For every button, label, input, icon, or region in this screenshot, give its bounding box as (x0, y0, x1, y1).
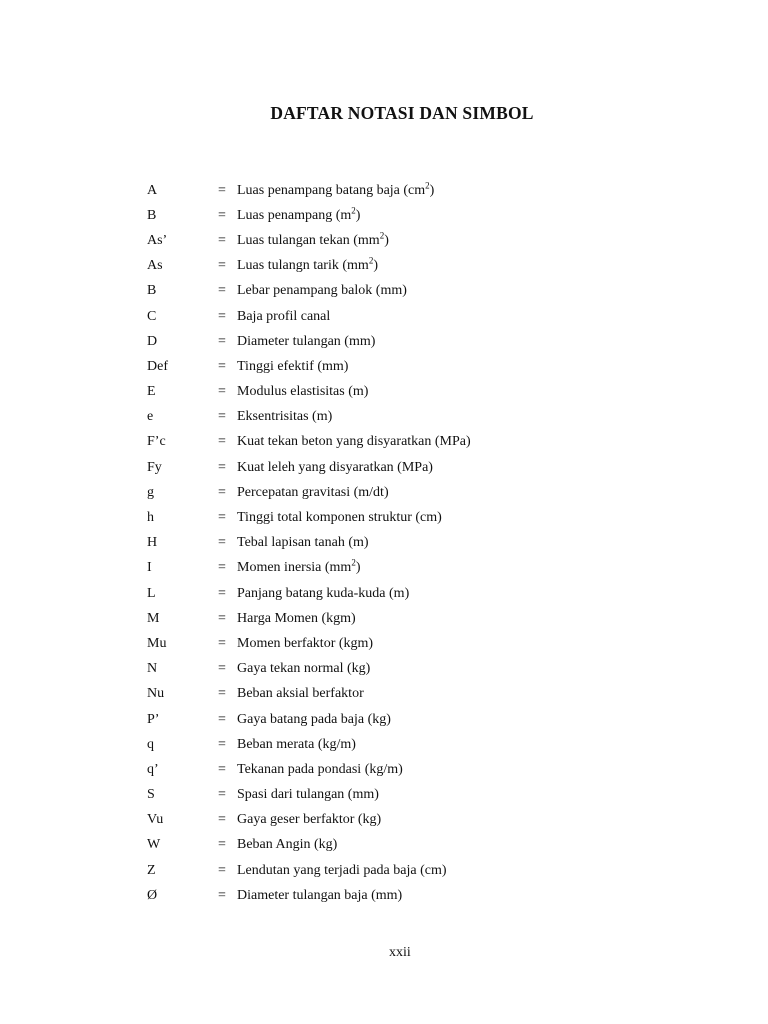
description-text: Gaya geser berfaktor (kg) (237, 812, 382, 828)
notation-symbol: q’ (147, 761, 159, 777)
notation-description (237, 205, 707, 224)
notation-row (147, 228, 707, 253)
notation-row (147, 329, 707, 354)
notation-row (147, 883, 707, 908)
equals-sign: = (218, 837, 226, 853)
unit-exponent: 2 (351, 205, 356, 216)
notation-description (237, 636, 707, 652)
notation-description (237, 460, 707, 476)
equals-sign: = (218, 862, 226, 878)
notation-symbol: Def (147, 358, 168, 374)
notation-symbol: g (147, 484, 154, 500)
description-text: Diameter tulangan (mm) (237, 333, 376, 349)
notation-symbol: N (147, 661, 158, 677)
notation-symbol: F’c (147, 434, 166, 450)
notation-list (147, 178, 707, 908)
equals-sign: = (218, 308, 226, 324)
equals-sign: = (218, 182, 226, 198)
notation-row (147, 304, 707, 329)
notation-symbol: As (147, 258, 163, 274)
notation-description (237, 888, 707, 904)
closing-parenthesis: ) (384, 232, 389, 248)
description-text: Tinggi total komponen struktur (cm) (237, 510, 442, 526)
notation-description (237, 557, 707, 576)
notation-description (237, 812, 707, 828)
notation-description (237, 837, 707, 853)
notation-row (147, 505, 707, 530)
equals-sign: = (218, 510, 226, 526)
notation-description (237, 737, 707, 753)
notation-row (147, 254, 707, 279)
notation-description (237, 485, 707, 501)
notation-row (147, 455, 707, 480)
notation-description (237, 586, 707, 602)
description-text: Lebar penampang balok (mm) (237, 283, 407, 299)
equals-sign: = (218, 585, 226, 601)
notation-symbol: Z (147, 862, 156, 878)
description-text: Harga Momen (kgm) (237, 610, 356, 626)
notation-symbol: q (147, 736, 154, 752)
description-text: Percepatan gravitasi (m/dt) (237, 484, 389, 500)
notation-row (147, 430, 707, 455)
notation-description (237, 762, 707, 778)
equals-sign: = (218, 258, 226, 274)
description-text: Panjang batang kuda-kuda (m) (237, 585, 410, 601)
equals-sign: = (218, 333, 226, 349)
description-text: Gaya batang pada baja (kg) (237, 711, 391, 727)
notation-description (237, 611, 707, 627)
description-text: Beban merata (kg/m) (237, 736, 356, 752)
unit-exponent: 2 (425, 179, 430, 190)
notation-description (237, 686, 707, 702)
notation-row (147, 606, 707, 631)
notation-description (237, 434, 707, 450)
equals-sign: = (218, 887, 226, 903)
equals-sign: = (218, 787, 226, 803)
description-text: Luas tulangn tarik (mm (237, 258, 369, 274)
description-text: Luas tulangan tekan (mm (237, 232, 380, 248)
notation-description (237, 230, 707, 249)
closing-parenthesis: ) (373, 258, 378, 274)
description-text: Luas penampang batang baja (cm (237, 182, 426, 198)
equals-sign: = (218, 283, 226, 299)
notation-symbol: A (147, 182, 158, 198)
notation-row (147, 808, 707, 833)
equals-sign: = (218, 358, 226, 374)
equals-sign: = (218, 535, 226, 551)
equals-sign: = (218, 384, 226, 400)
notation-symbol: I (147, 560, 152, 576)
equals-sign: = (218, 635, 226, 651)
equals-sign: = (218, 661, 226, 677)
equals-sign: = (218, 459, 226, 475)
notation-symbol: B (147, 207, 157, 223)
notation-description (237, 510, 707, 526)
notation-symbol: E (147, 384, 156, 400)
notation-symbol: C (147, 308, 157, 324)
closing-parenthesis: ) (429, 182, 435, 198)
description-text: Modulus elastisitas (m) (237, 384, 369, 400)
description-text: Lendutan yang terjadi pada baja (cm) (237, 862, 447, 878)
notation-description (237, 179, 707, 199)
notation-row (147, 279, 707, 304)
page-number: xxii (389, 945, 411, 960)
notation-description (237, 661, 707, 677)
notation-row (147, 380, 707, 405)
description-text: Momen berfaktor (kgm) (237, 635, 374, 651)
notation-row (147, 757, 707, 782)
notation-symbol: e (147, 409, 154, 425)
notation-description (237, 863, 707, 879)
notation-row (147, 354, 707, 379)
notation-row (147, 631, 707, 656)
closing-parenthesis: ) (355, 207, 361, 223)
notation-symbol: B (147, 283, 157, 299)
equals-sign: = (218, 484, 226, 500)
notation-symbol: D (147, 333, 158, 349)
notation-row (147, 657, 707, 682)
description-text: Tinggi efektif (mm) (237, 358, 349, 374)
notation-symbol: h (147, 510, 154, 526)
description-text: Tebal lapisan tanah (m) (237, 535, 369, 551)
notation-row (147, 833, 707, 858)
equals-sign: = (218, 232, 226, 248)
description-text: Baja profil canal (237, 308, 331, 324)
notation-row (147, 178, 707, 203)
notation-description (237, 255, 707, 274)
equals-sign: = (218, 560, 226, 576)
notation-symbol: P’ (147, 711, 160, 727)
notation-row (147, 858, 707, 883)
notation-description (237, 309, 707, 325)
page-title: DAFTAR NOTASI DAN SIMBOL (270, 103, 534, 123)
notation-symbol: W (147, 837, 161, 853)
notation-description (237, 283, 707, 299)
notation-row (147, 581, 707, 606)
description-text: Gaya tekan normal (kg) (237, 661, 371, 677)
notation-row (147, 707, 707, 732)
equals-sign: = (218, 409, 226, 425)
equals-sign: = (218, 711, 226, 727)
equals-sign: = (218, 686, 226, 702)
description-text: Beban aksial berfaktor (237, 686, 364, 702)
description-text: Kuat leleh yang disyaratkan (MPa) (237, 459, 433, 475)
notation-row (147, 556, 707, 581)
unit-exponent: 2 (351, 557, 356, 568)
notation-row (147, 531, 707, 556)
notation-description (237, 384, 707, 400)
description-text: Eksentrisitas (m) (237, 409, 333, 425)
description-text: Beban Angin (kg) (237, 837, 338, 853)
notation-symbol: Nu (147, 686, 165, 702)
equals-sign: = (218, 736, 226, 752)
notation-row (147, 682, 707, 707)
notation-description (237, 334, 707, 350)
notation-description (237, 409, 707, 425)
notation-symbol: Ø (147, 887, 158, 903)
equals-sign: = (218, 434, 226, 450)
notation-symbol: S (147, 787, 155, 803)
notation-row (147, 405, 707, 430)
notation-symbol: Fy (147, 459, 162, 475)
description-text: Momen inersia (mm (237, 560, 352, 576)
notation-description (237, 359, 707, 375)
equals-sign: = (218, 207, 226, 223)
notation-description (237, 712, 707, 728)
notation-row (147, 732, 707, 757)
notation-description (237, 787, 707, 803)
description-text: Kuat tekan beton yang disyaratkan (MPa) (237, 434, 471, 450)
closing-parenthesis: ) (355, 560, 361, 576)
equals-sign: = (218, 761, 226, 777)
notation-symbol: M (147, 610, 160, 626)
notation-row (147, 480, 707, 505)
notation-symbol: L (147, 585, 156, 601)
unit-exponent: 2 (368, 255, 374, 266)
description-text: Tekanan pada pondasi (kg/m) (237, 761, 403, 777)
description-text: Spasi dari tulangan (mm) (237, 787, 379, 803)
unit-exponent: 2 (379, 230, 385, 241)
equals-sign: = (218, 610, 226, 626)
notation-description (237, 535, 707, 551)
notation-symbol: H (147, 535, 158, 551)
notation-symbol: As’ (147, 232, 168, 248)
description-text: Diameter tulangan baja (mm) (237, 887, 403, 903)
notation-row (147, 203, 707, 228)
notation-row (147, 783, 707, 808)
notation-symbol: Vu (147, 812, 164, 828)
equals-sign: = (218, 812, 226, 828)
notation-symbol: Mu (147, 635, 167, 651)
description-text: Luas penampang (m (237, 207, 352, 223)
